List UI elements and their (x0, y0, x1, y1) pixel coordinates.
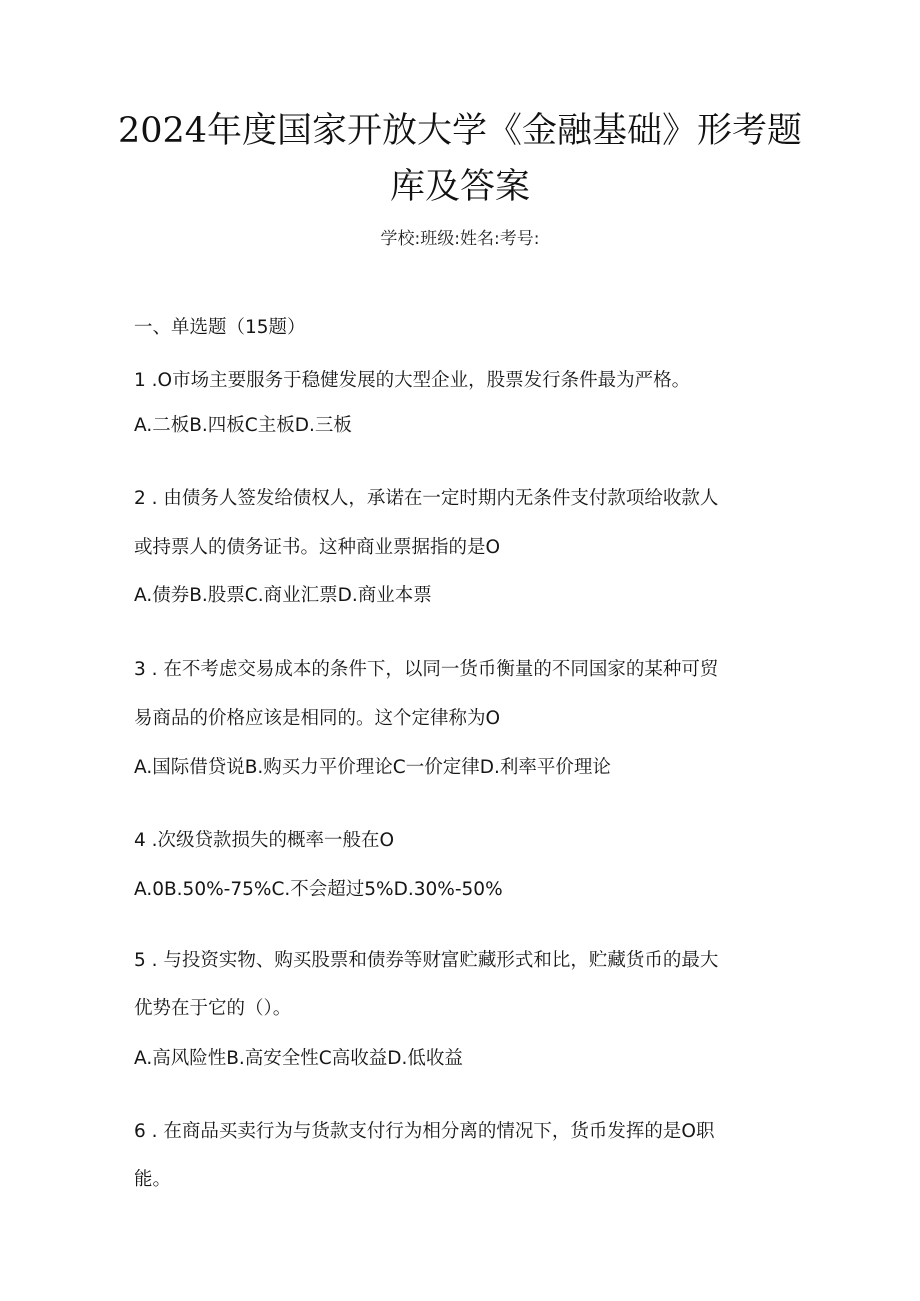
question-5-options: A.高风险性B.高安全性C高收益D.低收益 (134, 1048, 463, 1069)
question-2-options: A.债券B.股票C.商业汇票D.商业本票 (134, 585, 432, 606)
section-heading: 一、单选题（15题） (134, 317, 306, 338)
question-3-text-line-1: 3 . 在不考虑交易成本的条件下，以同一货币衡量的不同国家的某种可贸 (134, 659, 719, 680)
question-6-text-line-1: 6 . 在商品买卖行为与货款支付行为相分离的情况下，货币发挥的是O职 (134, 1121, 715, 1142)
question-3-options: A.国际借贷说B.购买力平价理论C一价定律D.利率平价理论 (134, 757, 611, 778)
question-4-options: A.0B.50%-75%C.不会超过5%D.30%-50% (134, 879, 503, 900)
question-2-text-line-1: 2 . 由债务人签发给债权人，承诺在一定时期内无条件支付款项给收款人 (134, 488, 719, 509)
student-info-line: 学校:班级:姓名:考号: (380, 229, 540, 249)
question-1-text: 1 .O市场主要服务于稳健发展的大型企业，股票发行条件最为严格。 (134, 370, 691, 391)
question-1-options: A.二板B.四板C主板D.三板 (134, 415, 352, 436)
question-4-text: 4 .次级贷款损失的概率一般在O (134, 830, 395, 851)
question-2-text-line-2: 或持票人的债务证书。这种商业票据指的是O (134, 537, 501, 558)
question-5-text-line-2: 优势在于它的（）。 (134, 998, 292, 1019)
question-6-text-line-2: 能。 (134, 1169, 172, 1190)
question-3-text-line-2: 易商品的价格应该是相同的。这个定律称为O (134, 708, 501, 729)
document-title-line-1: 2024年度国家开放大学《金融基础》形考题 (117, 111, 803, 151)
question-5-text-line-1: 5 . 与投资实物、购买股票和债券等财富贮藏形式和比，贮藏货币的最大 (134, 950, 719, 971)
document-title-line-2: 库及答案 (389, 167, 530, 207)
